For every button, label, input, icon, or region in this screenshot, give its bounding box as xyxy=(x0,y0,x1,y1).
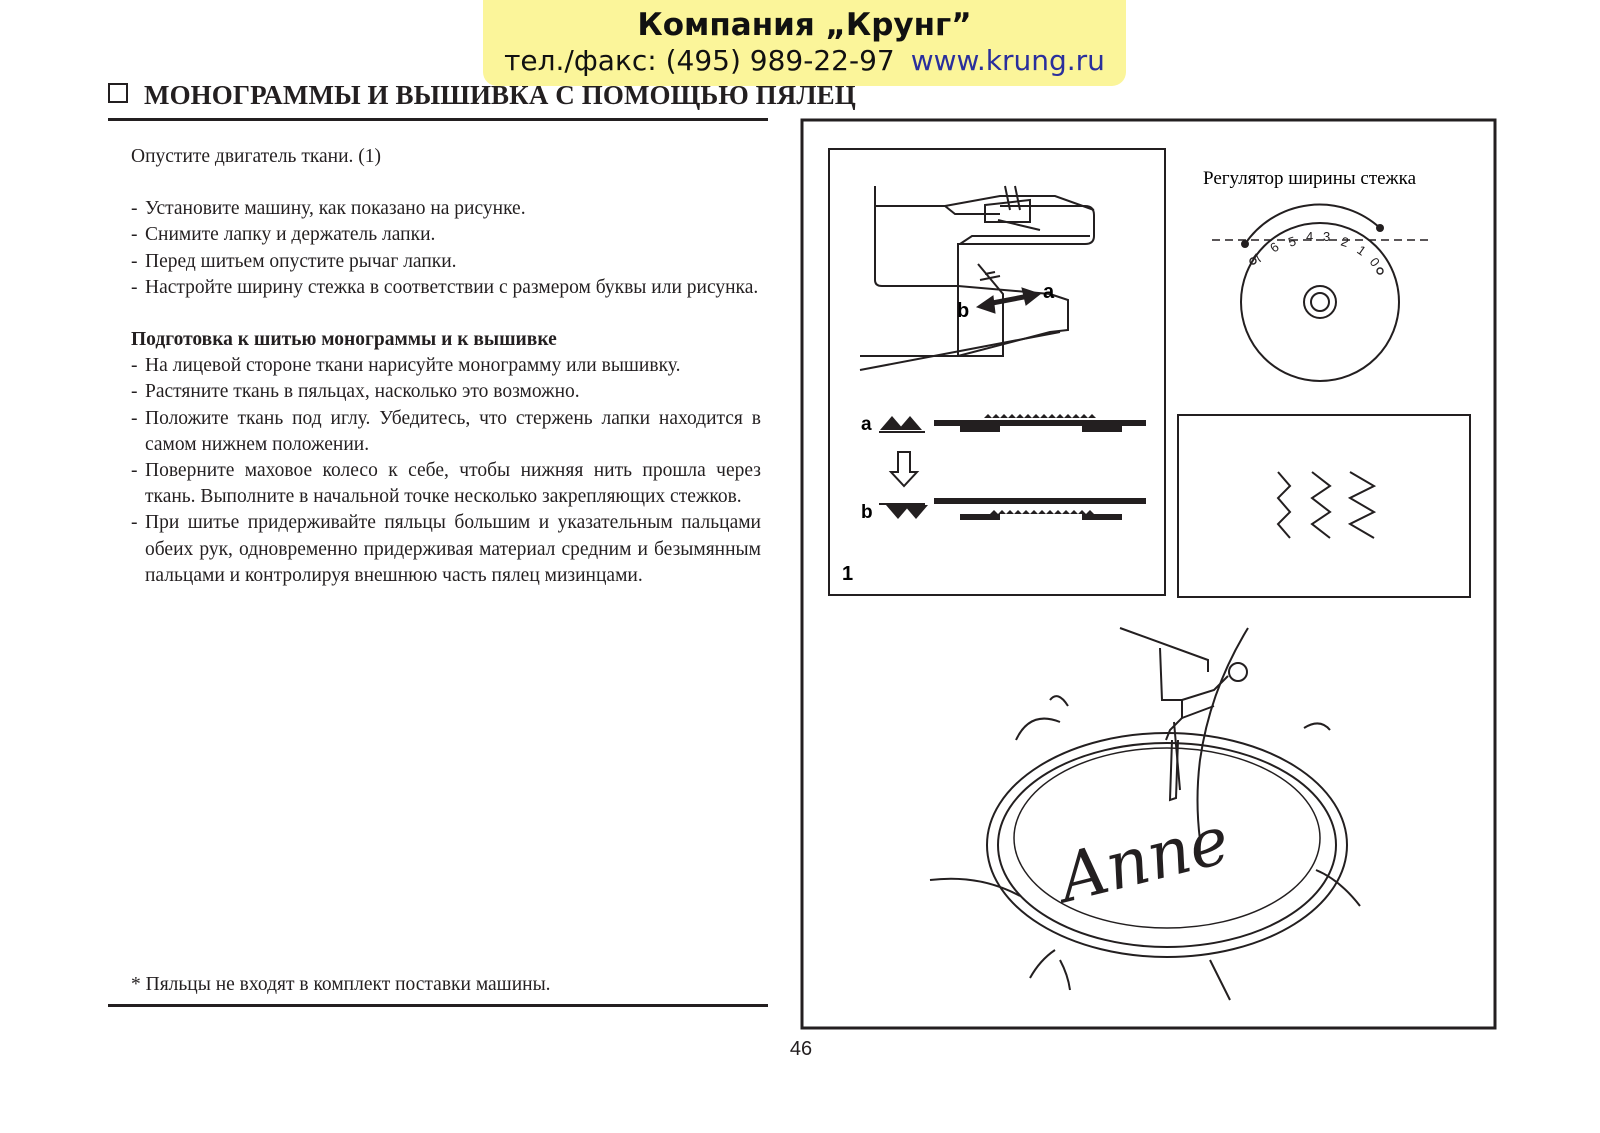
list-item: - Поверните маховое колесо к себе, чтобы нижняя нить прошла через ткань. Выполните в начальной точке несколько закрепляющих стежков. xyxy=(131,460,761,508)
dial-marker-left xyxy=(1241,240,1249,248)
company-website[interactable]: www.krung.ru xyxy=(910,44,1105,77)
feed-label-b: b xyxy=(861,502,873,523)
checkbox-icon xyxy=(108,83,128,103)
company-contacts xyxy=(483,44,1126,78)
label-b: b xyxy=(957,300,970,322)
company-banner xyxy=(483,0,1126,86)
figure-number: 1 xyxy=(842,563,854,585)
dial-marker-right xyxy=(1376,224,1384,232)
feed-dogs-raised-diagram xyxy=(934,414,1146,432)
list-item: - При шитье придерживайте пяльцы большим и указательным пальцами обеих рук, одновременно придерживая материал средним и безымянным пальцами и контролируя внешнюю часть пялец мизинцами. xyxy=(131,512,761,586)
label-a: a xyxy=(1043,281,1055,303)
dial-number: 7 xyxy=(1249,250,1266,266)
company-name: Компания „Крунг” xyxy=(637,7,972,43)
list-item: - Снимите лапку и держатель лапки. xyxy=(131,224,436,246)
embroidery-hoop-drawing xyxy=(930,628,1360,1000)
page-number: 46 xyxy=(789,1038,813,1060)
machine-bed-drawing xyxy=(860,186,1094,370)
intro-text: Опустите двигатель ткани. (1) xyxy=(131,146,382,167)
feed-label-a: a xyxy=(861,414,872,435)
double-arrow-icon xyxy=(977,288,1040,313)
dial-number: 0 xyxy=(1366,254,1383,270)
list-item: - Положите ткань под иглу. Убедитесь, что стержень лапки находится в самом нижнем положении. xyxy=(131,407,761,455)
stitch-width-dial xyxy=(1212,205,1428,381)
dial-number: 1 xyxy=(1354,242,1369,259)
down-arrow-icon xyxy=(891,452,917,486)
dial-number: 6 xyxy=(1267,239,1282,256)
dial-number: 2 xyxy=(1339,233,1351,251)
monogram-text: Anne xyxy=(1051,801,1237,918)
zigzag-box xyxy=(1178,415,1470,597)
section-title: МОНОГРАММЫ И ВЫШИВКА С ПОМОЩЬЮ ПЯЛЕЦ xyxy=(144,80,856,110)
dial-dot-icon xyxy=(1377,268,1383,274)
section-heading xyxy=(108,76,856,114)
list-item: - Перед шитьем опустите рычаг лапки. xyxy=(131,250,457,272)
dial-number: 3 xyxy=(1323,229,1331,244)
footnote: * Пяльцы не входят в комплект поставки машины. xyxy=(131,974,551,995)
dial-number: 5 xyxy=(1286,233,1298,250)
list-item: - Настройте ширину стежка в соответствии с размером буквы или рисунка. xyxy=(131,276,759,298)
list-item: - На лицевой стороне ткани нарисуйте монограмму или вышивку. xyxy=(131,355,681,377)
company-phone: тел./факс: (495) 989-22-97 xyxy=(504,44,895,77)
feed-dogs-lowered-icon xyxy=(879,504,928,519)
list-item: - Установите машину, как показано на рисунке. xyxy=(131,198,526,220)
dial-number: 4 xyxy=(1306,229,1314,244)
zigzag-stitch-icon xyxy=(1278,472,1374,538)
subheading: Подготовка к шитью монограммы и к вышивке xyxy=(131,329,557,351)
list-item: - Растяните ткань в пяльцах, насколько это возможно. xyxy=(131,381,580,403)
feed-dogs-lowered-diagram xyxy=(934,498,1146,520)
feed-dogs-raised-icon xyxy=(879,416,925,432)
figure-1-box xyxy=(829,149,1165,595)
dial-caption: Регулятор ширины стежка xyxy=(1203,168,1417,189)
